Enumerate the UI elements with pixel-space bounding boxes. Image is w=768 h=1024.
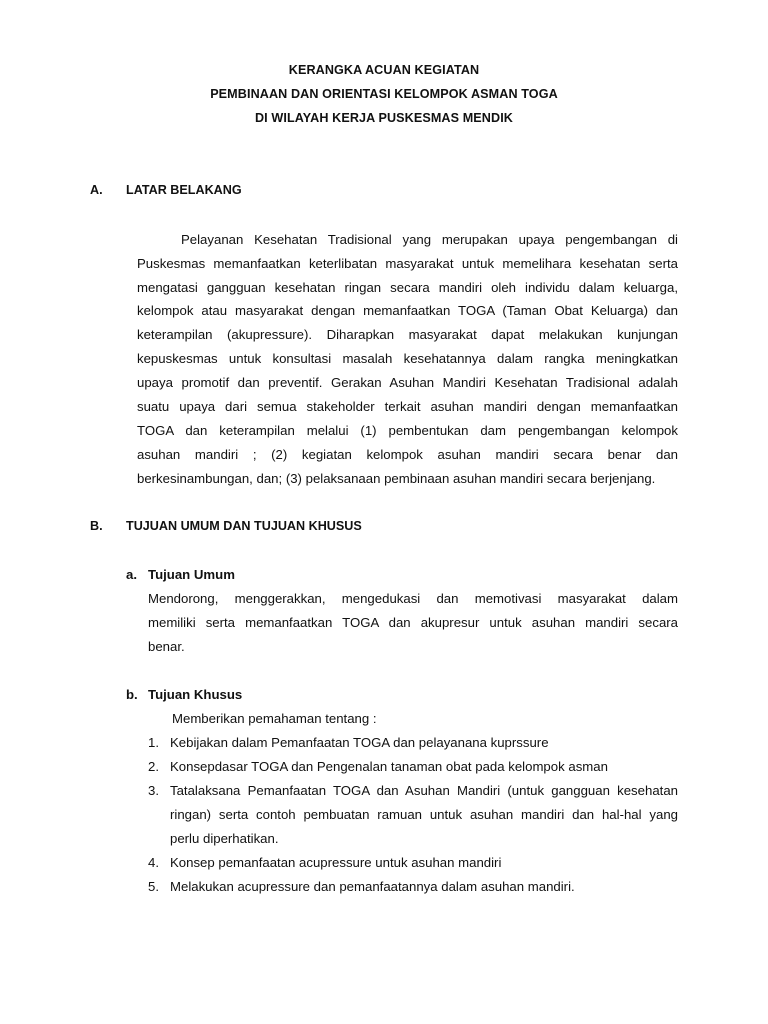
tujuan-umum-line: memiliki serta memanfaatkan TOGA dan akupresur untuk asuhan mandiri secara [148, 615, 678, 630]
paragraph-line: upaya promotif dan preventif. Gerakan Asuhan Mandiri Kesehatan Tradisional adalah [137, 375, 678, 390]
tujuan-umum-line: benar. [148, 639, 185, 654]
doc-title-line-1: KERANGKA ACUAN KEGIATAN [288, 63, 480, 77]
paragraph-line: suatu upaya dari semua stakeholder terkait asuhan mandiri dengan memanfaatkan [137, 399, 678, 414]
section-b-letter: B. [90, 519, 103, 533]
tujuan-umum-line: Mendorong, menggerakkan, mengedukasi dan memotivasi masyarakat dalam [148, 591, 678, 606]
list-item: Kebijakan dalam Pemanfaatan TOGA dan pelayanana kuprssure [170, 735, 549, 750]
paragraph-line: Pelayanan Kesehatan Tradisional yang merupakan upaya pengembangan di [181, 232, 678, 247]
list-item-number: 5. [148, 879, 159, 894]
list-item-number: 4. [148, 855, 159, 870]
tujuan-khusus-intro: Memberikan pemahaman tentang : [172, 711, 377, 726]
list-item-continuation: perlu diperhatikan. [170, 831, 279, 846]
tujuan-khusus-letter: b. [126, 687, 138, 702]
paragraph-line: mengatasi gangguan kesehatan ringan secara mandiri oleh individu dalam keluarga, [137, 280, 678, 295]
paragraph-line: TOGA dan keterampilan melalui (1) pembentukan dam pengembangan kelompok [137, 423, 678, 438]
doc-title-line-3: DI WILAYAH KERJA PUSKESMAS MENDIK [254, 111, 513, 125]
paragraph-line: kepuskesmas untuk konsultasi masalah kesehatannya dalam rangka meningkatkan [137, 351, 678, 366]
paragraph-line: asuhan mandiri ; (2) kegiatan kelompok asuhan mandiri secara benar dan [137, 447, 678, 462]
section-a-title: LATAR BELAKANG [126, 183, 242, 197]
list-item-number: 1. [148, 735, 159, 750]
list-item: Melakukan acupressure dan pemanfaatannya dalam asuhan mandiri. [170, 879, 575, 894]
list-item: Konsep pemanfaatan acupressure untuk asuhan mandiri [170, 855, 502, 870]
paragraph-line: Puskesmas memanfaatkan keterlibatan masyarakat untuk memelihara kesehatan serta [137, 256, 678, 271]
list-item-continuation: ringan) serta contoh pembuatan ramuan untuk asuhan mandiri dan hal-hal yang [170, 807, 678, 822]
paragraph-line: kelompok atau masyarakat dengan memanfaatkan TOGA (Taman Obat Keluarga) dan [137, 303, 678, 318]
tujuan-umum-title: Tujuan Umum [148, 567, 235, 582]
paragraph-line: keterampilan (akupressure). Diharapkan masyarakat dapat melakukan kunjungan [137, 327, 678, 342]
list-item-number: 3. [148, 783, 159, 798]
tujuan-khusus-title: Tujuan Khusus [148, 687, 243, 702]
tujuan-umum-letter: a. [126, 567, 137, 582]
section-a-letter: A. [90, 183, 103, 197]
section-b-title: TUJUAN UMUM DAN TUJUAN KHUSUS [126, 519, 362, 533]
list-item-number: 2. [148, 759, 159, 774]
paragraph-line: berkesinambungan, dan; (3) pelaksanaan pembinaan asuhan mandiri secara berjenjang. [137, 471, 656, 486]
list-item: Tatalaksana Pemanfaatan TOGA dan Asuhan Mandiri (untuk gangguan kesehatan [170, 783, 678, 798]
doc-title-line-2: PEMBINAAN DAN ORIENTASI KELOMPOK ASMAN TOGA [210, 87, 558, 101]
list-item: Konsepdasar TOGA dan Pengenalan tanaman obat pada kelompok asman [170, 759, 608, 774]
